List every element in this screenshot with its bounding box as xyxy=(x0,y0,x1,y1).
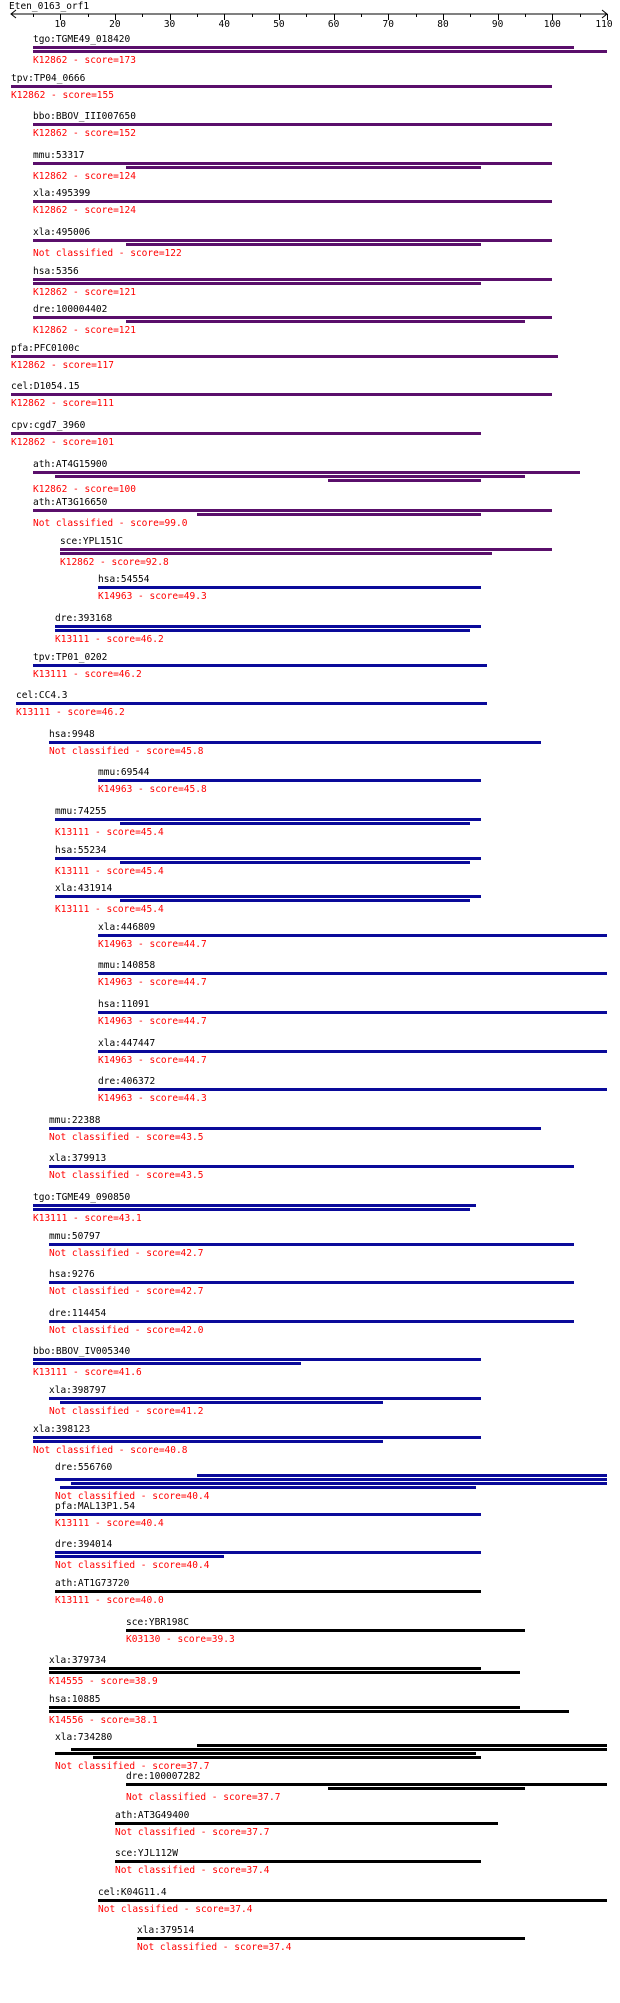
hit-classification[interactable]: K13111 - score=41.6 xyxy=(33,1367,142,1378)
hit-classification[interactable]: K13111 - score=46.2 xyxy=(16,707,125,718)
alignment-bar xyxy=(328,1787,525,1790)
axis-tick xyxy=(416,14,417,17)
hit-gene-label[interactable]: hsa:54554 xyxy=(98,574,150,585)
alignment-bar xyxy=(55,1752,476,1755)
axis-tick-label: 50 xyxy=(273,19,285,30)
alignment-bar xyxy=(33,664,487,667)
hit-classification[interactable]: Not classified - score=42.7 xyxy=(49,1248,204,1259)
alignment-bar xyxy=(98,1050,607,1053)
axis-tick-label: 90 xyxy=(491,19,504,30)
hit-classification[interactable]: Not classified - score=41.2 xyxy=(49,1406,204,1417)
alignment-bar xyxy=(33,200,552,203)
hit-classification[interactable]: K14963 - score=44.3 xyxy=(98,1093,207,1104)
alignment-bar xyxy=(33,50,607,53)
hit-gene-label[interactable]: mmu:74255 xyxy=(55,806,107,817)
query-title: Eten_0163_orf1 xyxy=(9,1,90,12)
alignment-bar xyxy=(16,702,487,705)
alignment-bar xyxy=(115,1860,481,1863)
hit-classification[interactable]: Not classified - score=42.0 xyxy=(49,1325,204,1336)
hit-gene-label[interactable]: ath:AT4G15900 xyxy=(33,459,108,470)
alignment-bar xyxy=(120,822,470,825)
axis-tick xyxy=(306,14,307,17)
hit-classification[interactable]: K12862 - score=111 xyxy=(11,398,114,409)
alignment-bar xyxy=(98,1899,607,1902)
axis-tick-label: 10 xyxy=(54,19,66,30)
alignment-bar xyxy=(55,629,470,632)
alignment-bar xyxy=(11,393,552,396)
alignment-bar xyxy=(33,282,481,285)
alignment-bar xyxy=(98,779,481,782)
hit-classification[interactable]: K12862 - score=155 xyxy=(11,90,114,101)
hit-gene-label[interactable]: pfa:PFC0100c xyxy=(11,343,80,354)
axis-tick xyxy=(470,14,471,17)
alignment-bar xyxy=(33,509,552,512)
hit-gene-label[interactable]: sce:YPL151C xyxy=(60,536,123,547)
alignment-bar xyxy=(49,1281,574,1284)
alignment-bar xyxy=(197,1744,607,1747)
hit-classification[interactable]: K13111 - score=40.4 xyxy=(55,1518,164,1529)
hit-classification[interactable]: Not classified - score=37.4 xyxy=(98,1904,253,1915)
hit-gene-label[interactable]: hsa:11091 xyxy=(98,999,150,1010)
alignment-bar xyxy=(33,162,552,165)
hit-classification[interactable]: K14963 - score=44.7 xyxy=(98,977,207,988)
alignment-bar xyxy=(49,1320,574,1323)
alignment-bar xyxy=(197,1474,607,1477)
hit-gene-label[interactable]: cel:D1054.15 xyxy=(11,381,80,392)
position-axis xyxy=(0,0,620,26)
axis-tick xyxy=(580,14,581,17)
alignment-bar xyxy=(49,1671,520,1674)
hit-classification[interactable]: K13111 - score=45.4 xyxy=(55,866,164,877)
hit-classification[interactable]: K14963 - score=44.7 xyxy=(98,939,207,950)
axis-tick xyxy=(361,14,362,17)
hit-classification[interactable]: K12862 - score=124 xyxy=(33,171,136,182)
alignment-bar xyxy=(33,316,552,319)
alignment-bar xyxy=(115,1822,498,1825)
alignment-bar xyxy=(98,1088,607,1091)
alignment-bar xyxy=(126,166,481,169)
alignment-bar xyxy=(33,471,580,474)
hit-gene-label[interactable]: xla:446809 xyxy=(98,922,156,933)
hit-gene-label[interactable]: dre:393168 xyxy=(55,613,113,624)
alignment-bar xyxy=(33,1440,383,1443)
alignment-bar xyxy=(33,1358,481,1361)
hit-gene-label[interactable]: xla:379514 xyxy=(137,1925,195,1936)
alignment-bar xyxy=(11,85,552,88)
alignment-bar xyxy=(49,1127,541,1130)
alignment-bar xyxy=(33,1208,470,1211)
hit-classification[interactable]: K12862 - score=100 xyxy=(33,484,136,495)
axis-tick-label: 40 xyxy=(218,19,230,30)
hit-gene-label[interactable]: cpv:cgd7_3960 xyxy=(11,420,86,431)
axis-tick-label: 100 xyxy=(543,19,561,30)
hit-gene-label[interactable]: xla:398123 xyxy=(33,1424,91,1435)
alignment-bar xyxy=(11,355,558,358)
alignment-bar xyxy=(126,320,525,323)
hit-gene-label[interactable]: dre:100004402 xyxy=(33,304,108,315)
alignment-bar xyxy=(55,1555,224,1558)
hit-gene-label[interactable]: hsa:9276 xyxy=(49,1269,95,1280)
alignment-bar xyxy=(126,243,481,246)
hit-gene-label[interactable]: bbo:BBOV_III007650 xyxy=(33,111,136,122)
alignment-bar xyxy=(126,1629,525,1632)
alignment-bar xyxy=(60,552,492,555)
hit-gene-label[interactable]: ath:AT3G16650 xyxy=(33,497,108,508)
axis-tick-label: 20 xyxy=(109,19,121,30)
hit-gene-label[interactable]: mmu:69544 xyxy=(98,767,150,778)
alignment-bar xyxy=(60,1401,383,1404)
hit-gene-label[interactable]: dre:114454 xyxy=(49,1308,107,1319)
hit-gene-label[interactable]: bbo:BBOV_IV005340 xyxy=(33,1346,131,1357)
alignment-bar xyxy=(49,1706,520,1709)
alignment-bar xyxy=(33,123,552,126)
alignment-bar xyxy=(33,239,552,242)
hit-gene-label[interactable]: xla:495006 xyxy=(33,227,91,238)
alignment-bar xyxy=(55,1513,481,1516)
hit-gene-label[interactable]: dre:556760 xyxy=(55,1462,113,1473)
alignment-bar xyxy=(197,513,481,516)
alignment-bar xyxy=(33,1436,481,1439)
alignment-bar xyxy=(71,1748,607,1751)
alignment-bar xyxy=(98,972,607,975)
axis-tick-label: 60 xyxy=(327,19,340,30)
axis-tick xyxy=(197,14,198,17)
alignment-bar xyxy=(33,46,574,49)
hit-gene-label[interactable]: mmu:140858 xyxy=(98,960,156,971)
hit-gene-label[interactable]: hsa:55234 xyxy=(55,845,107,856)
hit-classification[interactable]: K14963 - score=44.7 xyxy=(98,1016,207,1027)
axis-tick-label: 80 xyxy=(437,19,449,30)
hit-gene-label[interactable]: xla:447447 xyxy=(98,1038,156,1049)
hit-gene-label[interactable]: hsa:5356 xyxy=(33,266,79,277)
alignment-bar xyxy=(55,1478,607,1481)
hit-classification[interactable]: Not classified - score=122 xyxy=(33,248,182,259)
hit-classification[interactable]: K13111 - score=43.1 xyxy=(33,1213,142,1224)
hit-gene-label[interactable]: xla:379913 xyxy=(49,1153,107,1164)
hit-classification[interactable]: K13111 - score=46.2 xyxy=(33,669,142,680)
alignment-bar xyxy=(55,1590,481,1593)
hit-gene-label[interactable]: mmu:22388 xyxy=(49,1115,101,1126)
alignment-bar xyxy=(98,1011,607,1014)
hit-classification[interactable]: Not classified - score=99.0 xyxy=(33,518,188,529)
alignment-bar xyxy=(33,1204,476,1207)
hit-classification[interactable]: K12862 - score=152 xyxy=(33,128,136,139)
hit-classification[interactable]: Not classified - score=43.5 xyxy=(49,1132,204,1143)
hit-gene-label[interactable]: tpv:TP04_0666 xyxy=(11,73,86,84)
hit-classification[interactable]: K03130 - score=39.3 xyxy=(126,1634,235,1645)
hit-classification[interactable]: K14555 - score=38.9 xyxy=(49,1676,158,1687)
hit-classification[interactable]: Not classified - score=37.4 xyxy=(115,1865,270,1876)
hit-classification[interactable]: K14556 - score=38.1 xyxy=(49,1715,158,1726)
hit-classification[interactable]: K14963 - score=49.3 xyxy=(98,591,207,602)
hit-classification[interactable]: K12862 - score=121 xyxy=(33,287,136,298)
hit-gene-label[interactable]: dre:100007282 xyxy=(126,1771,201,1782)
axis-tick xyxy=(252,14,253,17)
hit-classification[interactable]: K13111 - score=45.4 xyxy=(55,827,164,838)
hit-gene-label[interactable]: dre:406372 xyxy=(98,1076,156,1087)
hit-gene-label[interactable]: hsa:9948 xyxy=(49,729,95,740)
hit-gene-label[interactable]: xla:398797 xyxy=(49,1385,107,1396)
axis-tick xyxy=(142,14,143,17)
alignment-bar xyxy=(98,934,607,937)
hit-classification[interactable]: Not classified - score=40.4 xyxy=(55,1560,210,1571)
hit-gene-label[interactable]: ath:AT1G73720 xyxy=(55,1578,130,1589)
hit-classification[interactable]: K12862 - score=121 xyxy=(33,325,136,336)
alignment-bar xyxy=(11,432,481,435)
hit-gene-label[interactable]: xla:431914 xyxy=(55,883,113,894)
alignment-bar xyxy=(55,895,481,898)
alignment-bar xyxy=(49,1710,569,1713)
hit-gene-label[interactable]: cel:K04G11.4 xyxy=(98,1887,167,1898)
alignment-bar xyxy=(126,1783,607,1786)
alignment-bar xyxy=(49,741,541,744)
hit-classification[interactable]: Not classified - score=37.7 xyxy=(126,1792,281,1803)
alignment-bar xyxy=(120,899,470,902)
alignment-bar xyxy=(49,1243,574,1246)
alignment-bar xyxy=(33,1362,301,1365)
hit-classification[interactable]: Not classified - score=43.5 xyxy=(49,1170,204,1181)
hit-gene-label[interactable]: pfa:MAL13P1.54 xyxy=(55,1501,136,1512)
hit-classification[interactable]: K12862 - score=101 xyxy=(11,437,114,448)
hit-classification[interactable]: K13111 - score=40.0 xyxy=(55,1595,164,1606)
axis-tick-label: 70 xyxy=(382,19,395,30)
hit-gene-label[interactable]: sce:YBR198C xyxy=(126,1617,189,1628)
hit-classification[interactable]: K12862 - score=173 xyxy=(33,55,136,66)
alignment-bar xyxy=(55,625,481,628)
alignment-bar xyxy=(33,278,552,281)
axis-tick xyxy=(88,14,89,17)
axis-tick xyxy=(525,14,526,17)
alignment-bar xyxy=(98,586,481,589)
alignment-bar xyxy=(49,1667,481,1670)
hit-gene-label[interactable]: sce:YJL112W xyxy=(115,1848,178,1859)
hit-classification[interactable]: Not classified - score=37.4 xyxy=(137,1942,292,1953)
axis-tick xyxy=(33,14,34,17)
hit-classification[interactable]: Not classified - score=40.4 xyxy=(55,1491,210,1502)
hit-gene-label[interactable]: dre:394014 xyxy=(55,1539,113,1550)
alignment-bar xyxy=(328,479,481,482)
alignment-bar xyxy=(55,857,481,860)
hit-classification[interactable]: K13111 - score=45.4 xyxy=(55,904,164,915)
hit-classification[interactable]: Not classified - score=40.8 xyxy=(33,1445,188,1456)
alignment-bar xyxy=(71,1482,607,1485)
hit-classification[interactable]: K14963 - score=45.8 xyxy=(98,784,207,795)
axis-tick-label: 110 xyxy=(595,19,613,30)
hit-classification[interactable]: K12862 - score=117 xyxy=(11,360,114,371)
alignment-bar xyxy=(55,1551,481,1554)
hit-classification[interactable]: K12862 - score=92.8 xyxy=(60,557,169,568)
hit-gene-label[interactable]: xla:734280 xyxy=(55,1732,113,1743)
hit-gene-label[interactable]: tpv:TP01_0202 xyxy=(33,652,108,663)
alignment-bar xyxy=(60,548,552,551)
hit-classification[interactable]: Not classified - score=45.8 xyxy=(49,746,204,757)
alignment-bar xyxy=(49,1397,481,1400)
hit-classification[interactable]: Not classified - score=42.7 xyxy=(49,1286,204,1297)
hit-gene-label[interactable]: xla:379734 xyxy=(49,1655,107,1666)
alignment-bar xyxy=(55,818,481,821)
hit-gene-label[interactable]: hsa:10885 xyxy=(49,1694,101,1705)
alignment-bar xyxy=(49,1165,574,1168)
hit-classification[interactable]: Not classified - score=37.7 xyxy=(115,1827,270,1838)
hit-classification[interactable]: K12862 - score=124 xyxy=(33,205,136,216)
hit-gene-label[interactable]: tgo:TGME49_090850 xyxy=(33,1192,131,1203)
alignment-bar xyxy=(60,1486,476,1489)
hit-gene-label[interactable]: ath:AT3G49400 xyxy=(115,1810,190,1821)
hit-gene-label[interactable]: cel:CC4.3 xyxy=(16,690,68,701)
alignment-bar xyxy=(55,475,525,478)
alignment-bar xyxy=(120,861,470,864)
hit-gene-label[interactable]: mmu:50797 xyxy=(49,1231,101,1242)
alignment-bar xyxy=(137,1937,525,1940)
hit-classification[interactable]: K14963 - score=44.7 xyxy=(98,1055,207,1066)
hit-gene-label[interactable]: mmu:53317 xyxy=(33,150,85,161)
hit-classification[interactable]: Not classified - score=37.7 xyxy=(55,1761,210,1772)
hit-gene-label[interactable]: tgo:TGME49_018420 xyxy=(33,34,131,45)
hit-classification[interactable]: K13111 - score=46.2 xyxy=(55,634,164,645)
axis-tick-label: 30 xyxy=(163,19,176,30)
hit-gene-label[interactable]: xla:495399 xyxy=(33,188,91,199)
alignment-bar xyxy=(93,1756,481,1759)
